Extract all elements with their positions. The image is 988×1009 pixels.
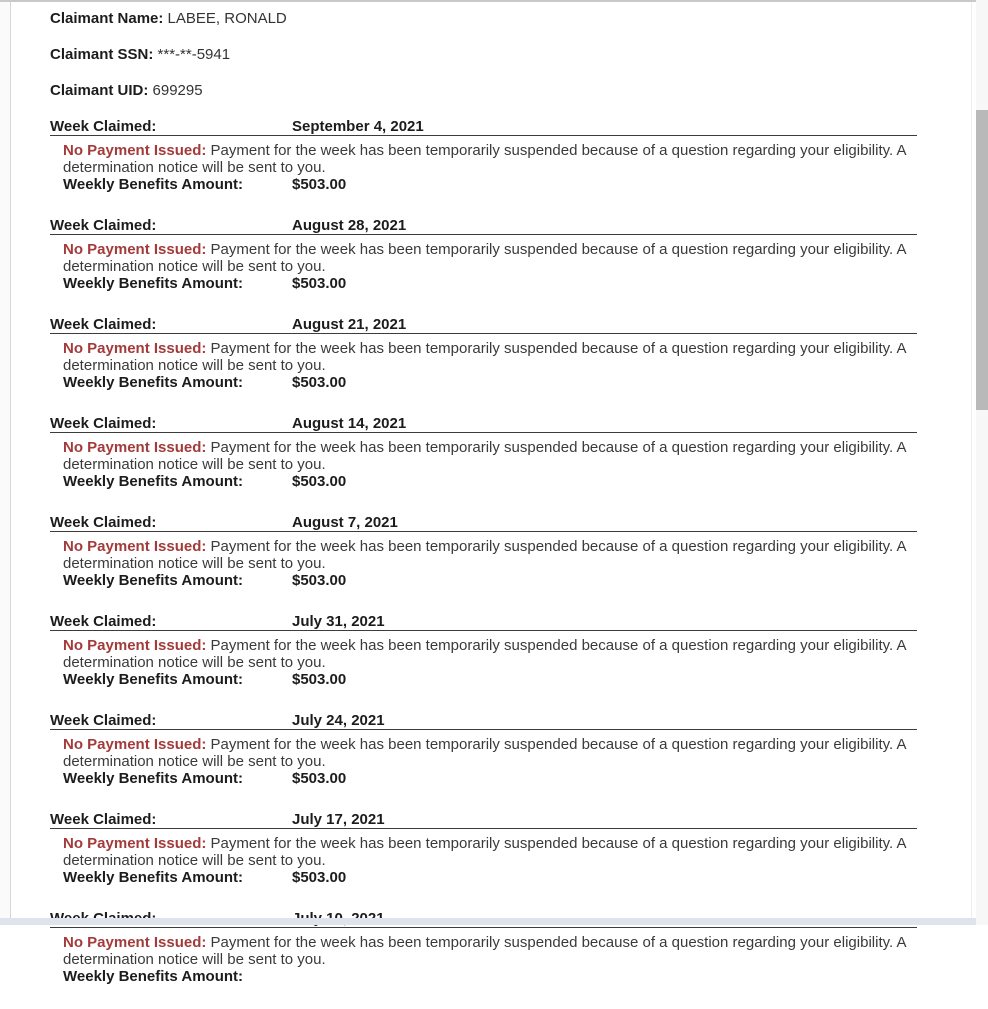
week-claimed-label: Week Claimed: [50, 316, 157, 333]
week-claimed-date: July 24, 2021 [292, 712, 385, 729]
no-payment-issued-text: Payment for the week has been temporarily suspended because of a question regarding your eligibility. A determination notice will be sent to you. [63, 934, 906, 968]
horizontal-scrollbar[interactable] [0, 918, 976, 925]
weekly-benefits-label: Weekly Benefits Amount: [63, 572, 244, 589]
claimant-uid-row [50, 82, 966, 118]
week-claimed-row [50, 514, 917, 532]
weekly-benefits-amount: $503.00 [292, 275, 347, 292]
week-claim-details [63, 340, 917, 391]
no-payment-issued-label: No Payment Issued: [63, 241, 207, 258]
week-claim-section [50, 613, 917, 712]
no-payment-issued-text: Payment for the week has been temporarily suspended because of a question regarding your eligibility. A determination notice will be sent to you. [63, 538, 906, 572]
weekly-benefits-row [63, 374, 917, 391]
week-claim-section [50, 811, 917, 910]
weekly-benefits-amount: $503.00 [292, 770, 347, 787]
weekly-benefits-row [63, 275, 917, 292]
week-claim-details [63, 736, 917, 787]
weekly-benefits-amount: $503.00 [292, 572, 347, 589]
week-claimed-date: August 28, 2021 [292, 217, 407, 234]
no-payment-issued-text: Payment for the week has been temporarily suspended because of a question regarding your eligibility. A determination notice will be sent to you. [63, 241, 906, 275]
week-claim-section [50, 514, 917, 613]
no-payment-issued-text: Payment for the week has been temporarily suspended because of a question regarding your eligibility. A determination notice will be sent to you. [63, 439, 906, 473]
no-payment-message [63, 439, 917, 473]
weekly-benefits-label: Weekly Benefits Amount: [63, 671, 244, 688]
week-claim-details [63, 538, 917, 589]
no-payment-message [63, 835, 917, 869]
claimant-ssn-row [50, 46, 966, 82]
week-claimed-date: August 21, 2021 [292, 316, 407, 333]
no-payment-issued-label: No Payment Issued: [63, 637, 207, 654]
week-claimed-label: Week Claimed: [50, 613, 157, 630]
no-payment-message [63, 736, 917, 770]
week-claim-details [63, 835, 917, 886]
no-payment-message [63, 637, 917, 671]
no-payment-issued-text: Payment for the week has been temporarily suspended because of a question regarding your eligibility. A determination notice will be sent to you. [63, 835, 906, 869]
week-claimed-row [50, 811, 917, 829]
week-claimed-date: September 4, 2021 [292, 118, 424, 135]
week-claimed-date: August 7, 2021 [292, 514, 398, 531]
week-claimed-label: Week Claimed: [50, 118, 157, 135]
weekly-benefits-amount: $503.00 [292, 671, 347, 688]
week-claim-details [63, 142, 917, 193]
weeks-list [50, 118, 917, 1009]
week-claimed-row [50, 415, 917, 433]
claimant-ssn-value: ***-**-5941 [157, 46, 231, 63]
weekly-benefits-amount: $503.00 [292, 374, 347, 391]
week-claimed-row [50, 613, 917, 631]
no-payment-issued-label: No Payment Issued: [63, 736, 207, 753]
week-claim-details [63, 637, 917, 688]
weekly-benefits-amount: $503.00 [292, 473, 347, 490]
week-claimed-date: August 14, 2021 [292, 415, 407, 432]
no-payment-issued-text: Payment for the week has been temporarily suspended because of a question regarding your eligibility. A determination notice will be sent to you. [63, 340, 906, 374]
week-claim-section [50, 217, 917, 316]
no-payment-issued-text: Payment for the week has been temporarily suspended because of a question regarding your eligibility. A determination notice will be sent to you. [63, 637, 906, 671]
weekly-benefits-label: Weekly Benefits Amount: [63, 275, 244, 292]
weekly-benefits-row [63, 770, 917, 787]
week-claim-details [63, 241, 917, 292]
no-payment-issued-label: No Payment Issued: [63, 340, 207, 357]
weekly-benefits-row [63, 176, 917, 193]
weekly-benefits-label: Weekly Benefits Amount: [63, 770, 244, 787]
weekly-benefits-row [63, 968, 917, 985]
no-payment-message [63, 241, 917, 275]
vertical-scrollbar[interactable] [976, 0, 988, 925]
no-payment-message [63, 340, 917, 374]
week-claim-section [50, 712, 917, 811]
week-claim-section [50, 118, 917, 217]
weekly-benefits-label: Weekly Benefits Amount: [63, 176, 244, 193]
weekly-benefits-row [63, 473, 917, 490]
week-claimed-row [50, 118, 917, 136]
week-claimed-label: Week Claimed: [50, 712, 157, 729]
week-claimed-label: Week Claimed: [50, 217, 157, 234]
week-claimed-date: July 17, 2021 [292, 811, 385, 828]
week-claimed-row [50, 316, 917, 334]
weekly-benefits-label: Weekly Benefits Amount: [63, 374, 244, 391]
claimant-uid-label: Claimant UID: [50, 82, 149, 99]
week-claim-section [50, 415, 917, 514]
no-payment-message [63, 538, 917, 572]
no-payment-message [63, 934, 917, 968]
week-claimed-label: Week Claimed: [50, 811, 157, 828]
weekly-benefits-amount: $503.00 [292, 176, 347, 193]
week-claim-details [63, 934, 917, 985]
weekly-benefits-label: Weekly Benefits Amount: [63, 473, 244, 490]
claim-content-area [11, 2, 966, 985]
no-payment-issued-label: No Payment Issued: [63, 142, 207, 159]
left-gutter [0, 0, 10, 925]
frame-right-border [971, 2, 972, 918]
weekly-benefits-label: Weekly Benefits Amount: [63, 869, 244, 886]
weekly-benefits-label: Weekly Benefits Amount: [63, 968, 244, 985]
no-payment-issued-label: No Payment Issued: [63, 439, 207, 456]
weekly-benefits-amount: $503.00 [292, 869, 347, 886]
claimant-name-value: LABEE, RONALD [167, 10, 287, 27]
week-claimed-row [50, 712, 917, 730]
claimant-name-row [50, 10, 966, 46]
claimant-ssn-label: Claimant SSN: [50, 46, 154, 63]
scrollbar-thumb[interactable] [976, 110, 988, 410]
no-payment-issued-text: Payment for the week has been temporarily suspended because of a question regarding your eligibility. A determination notice will be sent to you. [63, 142, 906, 176]
week-claim-details [63, 439, 917, 490]
no-payment-message [63, 142, 917, 176]
claimant-name-label: Claimant Name: [50, 10, 164, 27]
week-claimed-label: Week Claimed: [50, 415, 157, 432]
no-payment-issued-label: No Payment Issued: [63, 934, 207, 951]
week-claimed-date: July 31, 2021 [292, 613, 385, 630]
claimant-uid-value: 699295 [152, 82, 203, 99]
week-claimed-row [50, 217, 917, 235]
no-payment-issued-label: No Payment Issued: [63, 538, 207, 555]
weekly-benefits-row [63, 572, 917, 589]
weekly-benefits-row [63, 671, 917, 688]
no-payment-issued-label: No Payment Issued: [63, 835, 207, 852]
weekly-benefits-row [63, 869, 917, 886]
week-claim-section [50, 316, 917, 415]
no-payment-issued-text: Payment for the week has been temporarily suspended because of a question regarding your eligibility. A determination notice will be sent to you. [63, 736, 906, 770]
week-claimed-label: Week Claimed: [50, 514, 157, 531]
